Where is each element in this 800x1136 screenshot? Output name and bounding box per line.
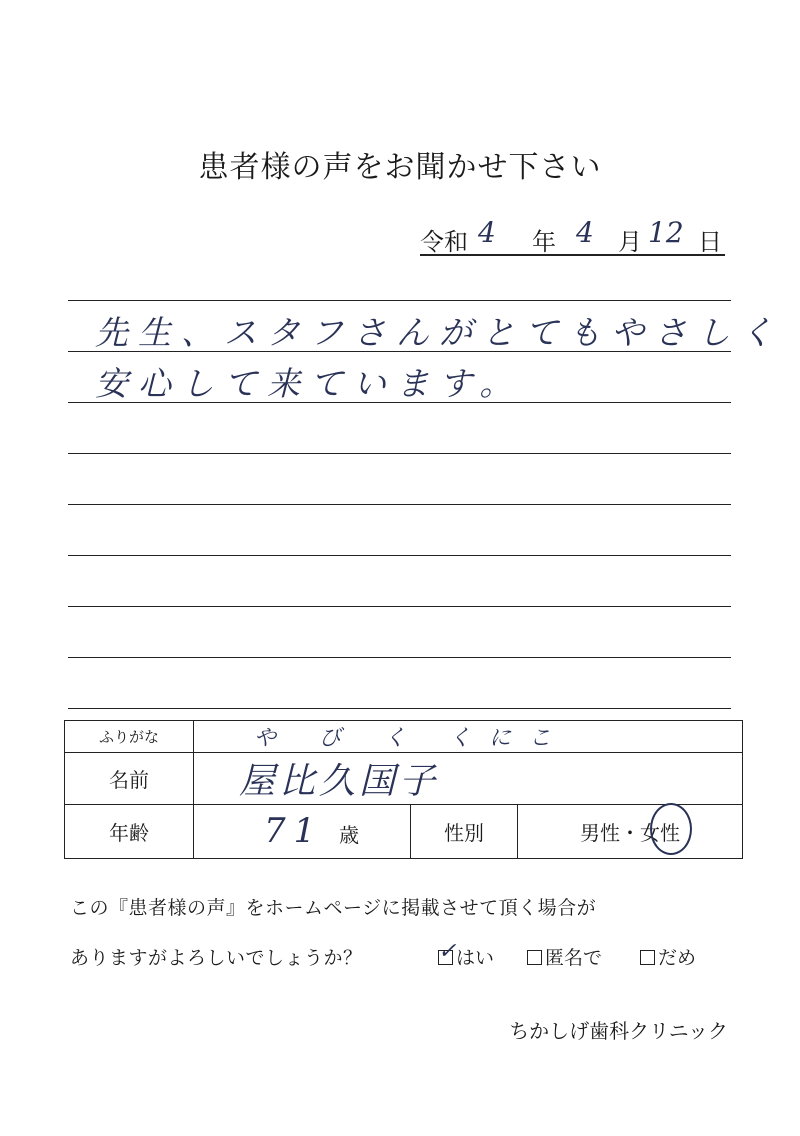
date-field xyxy=(420,218,725,256)
date-month-value: 4 xyxy=(576,216,594,249)
consent-question-line-2: ありますがよろしいでしょうか？ xyxy=(70,947,363,969)
option-label: だめ xyxy=(658,947,697,969)
comment-rule xyxy=(68,453,731,454)
date-year-unit: 年 xyxy=(532,228,556,256)
option-label: はい xyxy=(456,947,495,969)
age-value: 71 xyxy=(264,811,324,851)
option-label: 匿名で xyxy=(545,947,603,969)
furigana-value: や び く くにこ xyxy=(194,721,743,753)
comment-line-2: 安心して来ています。 xyxy=(95,364,523,403)
age-cell xyxy=(194,805,411,859)
comment-rule xyxy=(68,300,731,301)
consent-option-no[interactable] xyxy=(640,943,696,970)
checkbox[interactable] xyxy=(640,950,655,965)
gender-options: 男性・女性 xyxy=(518,805,743,859)
furigana-label: ふりがな xyxy=(65,721,194,753)
date-era: 令和 xyxy=(420,228,468,256)
comment-line-1: 先生、スタフさんがとてもやさしく xyxy=(95,313,783,352)
clinic-name: ちかしげ歯科クリニック xyxy=(509,1019,728,1043)
form-title: 患者様の声をお聞かせ下さい xyxy=(198,150,602,185)
consent-question-line-1: この『患者様の声』をホームページに掲載させて頂く場合が xyxy=(70,897,597,919)
comment-rule xyxy=(68,657,731,658)
comment-rule xyxy=(68,504,731,505)
checkbox[interactable] xyxy=(438,939,457,965)
comment-rule xyxy=(68,708,731,709)
check-mark-icon: ✓ xyxy=(438,939,457,964)
comment-rule xyxy=(68,606,731,607)
patient-info-table xyxy=(64,720,743,859)
consent-option-anonymous[interactable] xyxy=(527,943,602,970)
date-day-value: 12 xyxy=(648,216,684,249)
gender-label: 性別 xyxy=(411,805,518,859)
date-year-value: 4 xyxy=(478,216,496,249)
age-label: 年齢 xyxy=(65,805,194,859)
age-unit: 歳 xyxy=(339,823,359,847)
date-month-unit: 月 xyxy=(618,228,642,256)
name-value: 屋比久国子 xyxy=(194,753,743,805)
date-day-unit: 日 xyxy=(698,228,722,256)
consent-option-yes[interactable] xyxy=(438,939,495,970)
gender-selected-circle xyxy=(650,803,692,855)
checkbox[interactable] xyxy=(527,950,542,965)
name-label: 名前 xyxy=(65,753,194,805)
comment-rule xyxy=(68,555,731,556)
